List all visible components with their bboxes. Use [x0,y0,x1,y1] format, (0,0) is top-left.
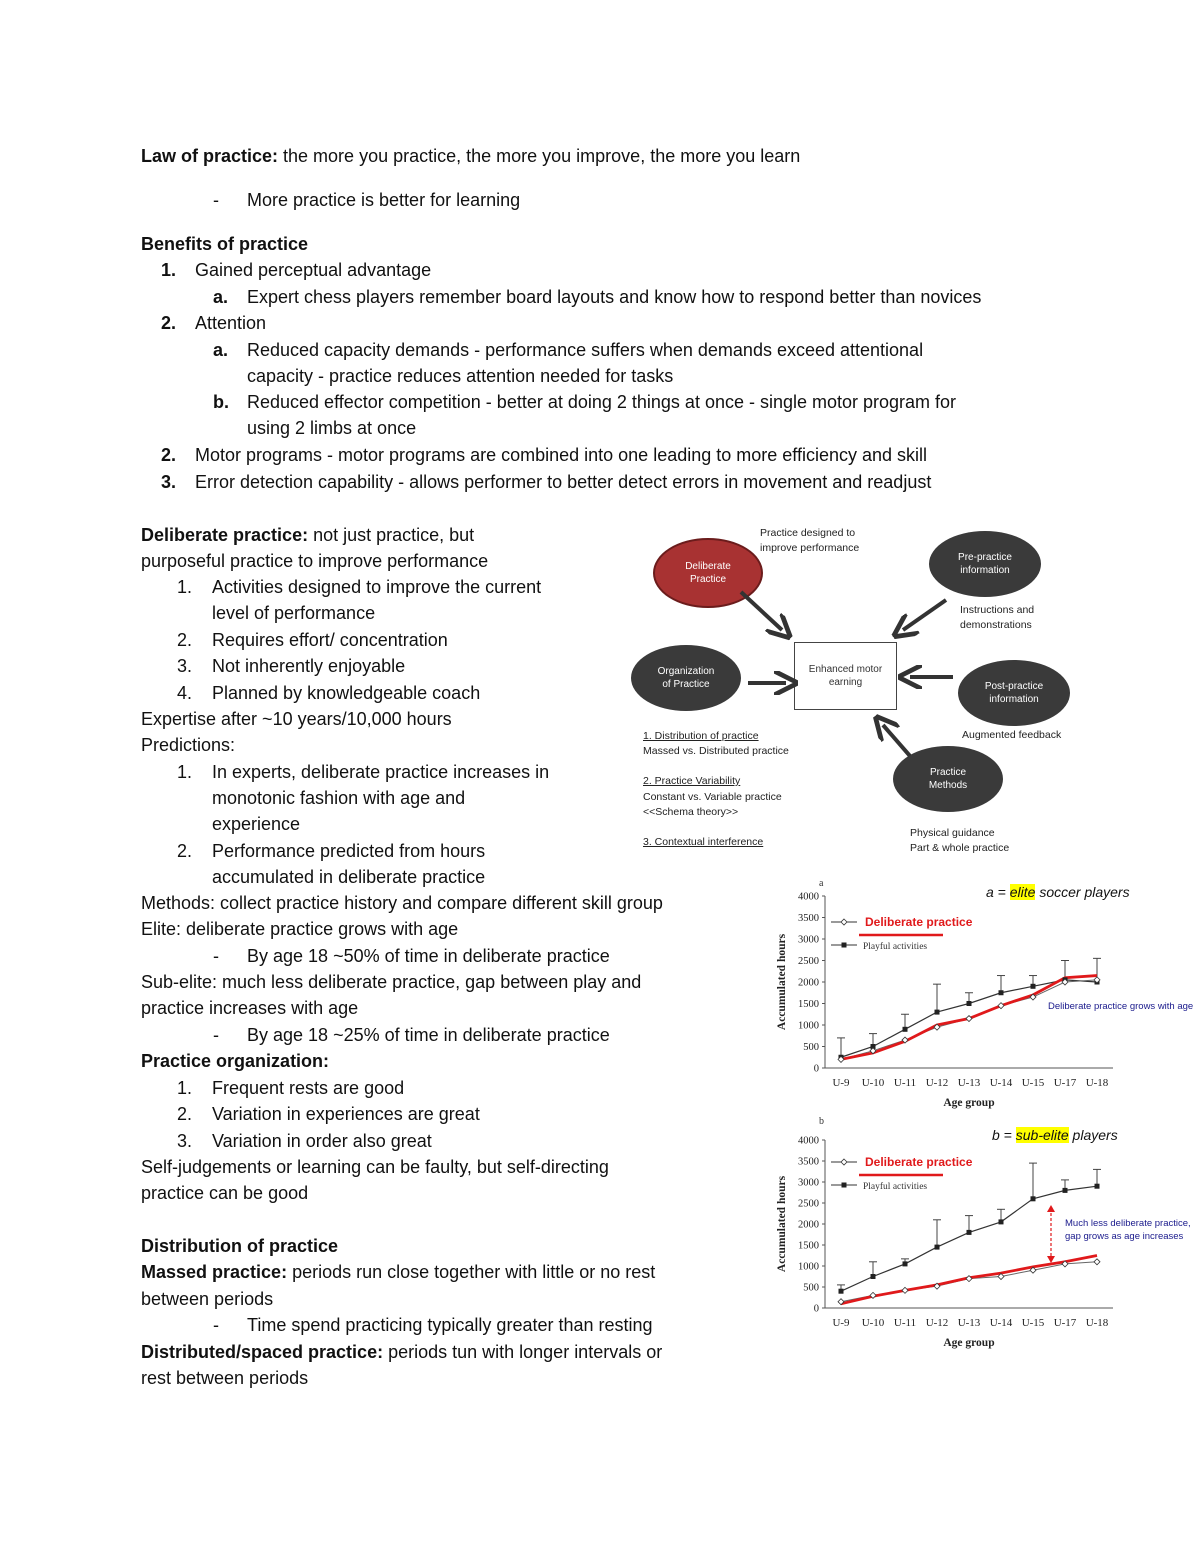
post-practice-node: Post-practice information [958,660,1070,726]
diagram-arrows [620,520,1100,860]
dash-bullet: - [213,946,219,966]
law-bullet: More practice is better for learning [247,190,521,210]
prediction-item-text: accumulated in deliberate practice [212,867,486,887]
benefit-item-num: b. [213,392,229,412]
x-tick-label: U-13 [957,1077,981,1089]
benefit-item-num: a. [213,287,229,307]
x-tick-label: U-11 [893,1317,917,1329]
benefit-item-text: Reduced capacity demands - performance suffers when demands exceed attentional [247,340,924,360]
y-tick-label: 2000 [798,977,819,989]
organization-item-text: Variation in experiences are great [212,1104,480,1124]
self-line1: Self-judgements or learning can be faulty, but self-directing [141,1157,609,1177]
methods-line: Methods: collect practice history and compare different skill group [141,893,663,913]
prediction-item-text: In experts, deliberate practice increases in [212,762,550,782]
predictions-line: Predictions: [141,735,236,755]
playful-point [967,1001,972,1006]
arrow-from-pre-practice [903,600,946,630]
x-tick-label: U-14 [989,1317,1013,1329]
deliberate-point [902,1287,908,1293]
deliberate-line2: purposeful practice to improve performance [141,551,489,571]
x-tick-label: U-12 [925,1077,949,1089]
spaced-line [141,1339,662,1365]
pre-practice-note-1: Instructions and [960,604,1035,616]
benefit-item-text: Gained perceptual advantage [195,260,432,280]
y-tick-label: 2500 [798,1198,819,1210]
x-tick-label: U-15 [1021,1077,1045,1089]
gap-arrow-head-up [1047,1205,1055,1212]
playful-point [1031,1196,1036,1201]
benefit-item-text: capacity - practice reduces attention needed for tasks [247,366,674,386]
prediction-item-num: 2. [177,841,193,861]
subelite-line1: Sub-elite: much less deliberate practice, gap between play and [141,972,642,992]
practice-methods-node: Practice Methods [893,746,1003,812]
expertise-line: Expertise after ~10 years/10,000 hours [141,709,452,729]
playful-point [871,1274,876,1279]
y-tick-label: 0 [813,1063,819,1075]
arrow-from-deliberate [741,592,782,630]
org-list-2: Massed vs. Distributed practice [643,745,789,757]
deliberate-line1 [141,522,474,548]
x-tick-label: U-17 [1053,1317,1077,1329]
prediction-item-text: experience [212,814,301,834]
prediction-item-num: 1. [177,762,193,782]
deliberate-practice-node: Deliberate Practice [653,538,763,608]
organization-item-num: 1. [177,1078,193,1098]
y-tick-label: 0 [813,1303,819,1315]
deliberate-note-1: Practice designed to [760,527,856,539]
distribution-heading: Distribution of practice [141,1236,339,1256]
chart-b-annotation-2: gap grows as age increases [1065,1231,1184,1242]
x-axis-label: Age group [943,1337,995,1349]
playful-point [1031,984,1036,989]
y-tick-label: 2000 [798,1219,819,1231]
arrow-from-methods [883,725,910,756]
y-tick-label: 500 [803,1282,819,1294]
playful-point [839,1289,844,1294]
panel-letter: b [819,1116,824,1127]
prediction-item-text: monotonic fashion with age and [212,788,466,808]
benefit-item-text: Expert chess players remember board layouts and know how to respond better than novices [247,287,982,307]
legend-marker-playful [842,1183,847,1188]
pre-practice-node: Pre-practice information [929,531,1041,597]
spaced-label: Distributed/spaced practice: [141,1342,384,1362]
y-tick-label: 1500 [798,1240,819,1252]
benefit-item-num: 2. [161,445,177,465]
methods-note-2: Part & whole practice [910,842,1010,854]
self-line2: practice can be good [141,1183,309,1203]
organization-item-num: 3. [177,1131,193,1151]
legend-marker-deliberate [841,919,847,925]
x-tick-label: U-11 [893,1077,917,1089]
y-tick-label: 500 [803,1042,819,1053]
org-list-5: <<Schema theory>> [643,806,739,818]
y-tick-label: 3500 [798,1156,819,1168]
organization-item-text: Variation in order also great [212,1131,432,1151]
chart-b-title: b = sub-elite players [992,1127,1118,1143]
chart-b-svg [760,1110,1200,1372]
elite-line: Elite: deliberate practice grows with age [141,919,459,939]
legend-marker-deliberate [841,1159,847,1165]
benefit-item-num: 3. [161,472,177,492]
y-tick-label: 1500 [798,999,819,1010]
deliberate-text1: not just practice, but [308,525,475,545]
benefit-item-text: Error detection capability - allows performer to better detect errors in movement and readjust [195,472,932,492]
organization-node: Organization of Practice [631,645,741,711]
law-line [141,143,800,169]
spaced-line2: rest between periods [141,1368,309,1388]
massed-line [141,1259,655,1285]
x-tick-label: U-9 [832,1077,850,1089]
y-axis-label: Accumulated hours [776,1175,788,1273]
y-tick-label: 1000 [798,1261,819,1273]
benefit-item-text: Attention [195,313,267,333]
deliberate-label: Deliberate practice: [141,525,309,545]
benefit-item-text: Reduced effector competition - better at doing 2 things at once - single motor program for [247,392,957,412]
x-tick-label: U-17 [1053,1077,1077,1089]
playful-point [1095,1184,1100,1189]
law-label: Law of practice: [141,146,279,166]
org-list-4: Constant vs. Variable practice [643,791,782,803]
deliberate-item-num: 2. [177,630,193,650]
x-tick-label: U-15 [1021,1317,1045,1329]
massed-label: Massed practice: [141,1262,288,1282]
massed-bullet: Time spend practicing typically greater than resting [247,1315,653,1335]
subelite-bullet: By age 18 ~25% of time in deliberate practice [247,1025,610,1045]
y-tick-label: 4000 [798,1135,819,1147]
massed-line2: between periods [141,1289,274,1309]
playful-point [903,1027,908,1032]
dash-bullet: - [213,190,219,210]
y-tick-label: 3000 [798,934,819,946]
elite-bullet: By age 18 ~50% of time in deliberate practice [247,946,610,966]
y-tick-label: 2500 [798,956,819,967]
organization-item-num: 2. [177,1104,193,1124]
organization-heading: Practice organization: [141,1051,330,1071]
legend-label-playful: Playful activities [863,942,928,952]
deliberate-item-text: level of performance [212,603,376,623]
organization-item-text: Frequent rests are good [212,1078,405,1098]
dash-bullet: - [213,1315,219,1335]
prediction-item-text: Performance predicted from hours [212,841,486,861]
x-tick-label: U-18 [1085,1317,1109,1329]
pre-practice-note-2: demonstrations [960,619,1032,631]
deliberate-item-num: 3. [177,656,193,676]
benefit-item-num: a. [213,340,229,360]
y-tick-label: 3500 [798,913,819,924]
benefits-heading: Benefits of practice [141,234,309,254]
law-text: the more you practice, the more you improve, the more you learn [278,146,801,166]
methods-note-1: Physical guidance [910,827,995,839]
x-tick-label: U-9 [832,1317,850,1329]
org-list-3: 2. Practice Variability [643,775,741,787]
org-list-1: 1. Distribution of practice [643,730,759,742]
playful-point [999,1219,1004,1224]
y-axis-label: Accumulated hours [776,933,788,1031]
chart-a-annotation: Deliberate practice grows with age [1048,1001,1194,1012]
y-tick-label: 3000 [798,1177,819,1189]
benefit-item-text: using 2 limbs at once [247,418,417,438]
benefit-item-text: Motor programs - motor programs are combined into one leading to more efficiency and skill [195,445,928,465]
benefit-item-num: 2. [161,313,177,333]
x-tick-label: U-14 [989,1077,1013,1089]
playful-point [999,990,1004,995]
x-tick-label: U-10 [861,1317,885,1329]
deliberate-item-text: Planned by knowledgeable coach [212,683,481,703]
deliberate-item-text: Not inherently enjoyable [212,656,406,676]
gap-arrow-head-down [1047,1256,1055,1263]
playful-point [903,1261,908,1266]
x-tick-label: U-10 [861,1077,885,1089]
legend-label-deliberate: Deliberate practice [865,915,973,929]
org-list-6: 3. Contextual interference [643,836,764,848]
legend-label-deliberate: Deliberate practice [865,1155,973,1169]
panel-letter: a [819,878,824,889]
post-practice-note: Augmented feedback [962,729,1062,741]
chart-a-title: a = elite soccer players [986,884,1130,900]
subelite-line2: practice increases with age [141,998,359,1018]
enhanced-learning-node: Enhanced motor earning [794,642,897,710]
deliberate-item-text: Activities designed to improve the current [212,577,542,597]
playful-point [967,1230,972,1235]
deliberate-note-2: improve performance [760,542,860,554]
x-tick-label: U-12 [925,1317,949,1329]
benefit-item-num: 1. [161,260,177,280]
deliberate-item-text: Requires effort/ concentration [212,630,448,650]
deliberate-point [1094,1259,1100,1265]
x-tick-label: U-18 [1085,1077,1109,1089]
playful-point [935,1245,940,1250]
chart-b-annotation-1: Much less deliberate practice, [1065,1218,1191,1229]
massed-text: periods run close together with little or no rest [287,1262,656,1282]
playful-point [1063,1188,1068,1193]
x-tick-label: U-13 [957,1317,981,1329]
x-axis-label: Age group [943,1097,995,1109]
deliberate-item-num: 1. [177,577,193,597]
legend-marker-playful [842,943,847,948]
spaced-text: periods tun with longer intervals or [383,1342,663,1362]
playful-point [935,1010,940,1015]
deliberate-item-num: 4. [177,683,193,703]
chart-a-svg [760,872,1200,1120]
legend-label-playful: Playful activities [863,1182,928,1192]
y-tick-label: 4000 [798,891,819,903]
y-tick-label: 1000 [798,1020,819,1032]
dash-bullet: - [213,1025,219,1045]
